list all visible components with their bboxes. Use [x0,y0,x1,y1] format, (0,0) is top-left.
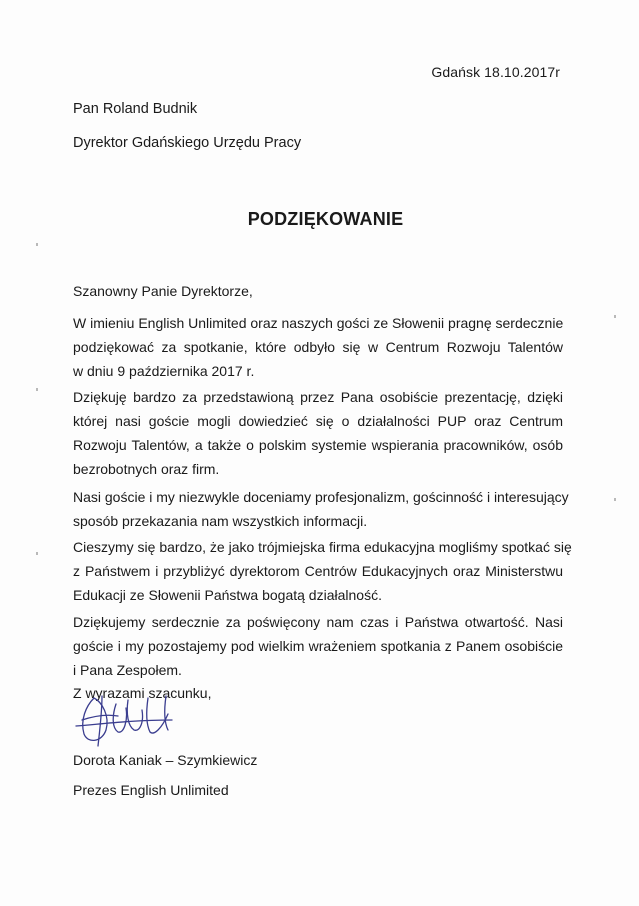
paragraph-1 [73,311,563,383]
paragraph-line: Nasi goście i my niezwykle doceniamy profesjonalizm, gościnność i interesujący [73,489,569,505]
paragraph-line: sposób przekazania nam wszystkich informacji. [73,513,368,529]
paragraph-line: i Pana Zespołem. [73,662,182,678]
paragraph-5 [73,610,563,682]
signer-name: Dorota Kaniak – Szymkiewicz [73,752,258,768]
paragraph-4 [73,535,572,607]
scan-speck [36,388,38,391]
paragraph-3 [73,485,569,533]
paragraph-line: goście i my pozostajemy pod wielkim wrażeniem spotkania z Panem osobiście [73,638,563,654]
paragraph-line: W imieniu English Unlimited oraz naszych gości ze Słowenii pragnę serdecznie [73,315,564,331]
scan-speck [614,315,616,318]
paragraph-line: Rozwoju Talentów, a także o polskim systemie wspierania pracowników, osób [73,437,563,453]
scan-speck [614,498,616,501]
closing-phrase: Z wyrazami szacunku, [73,685,212,701]
paragraph-line: Edukacji ze Słowenii Państwa bogatą działalność. [73,587,382,603]
recipient-role: Dyrektor Gdańskiego Urzędu Pracy [73,135,302,151]
recipient-name: Pan Roland Budnik [73,101,198,117]
scan-speck [36,243,38,246]
paragraph-line: Cieszymy się bardzo, że jako trójmiejska firma edukacyjna mogliśmy spotkać się [73,539,572,555]
paragraph-line: podziękować za spotkanie, które odbyło się w Centrum Rozwoju Talentów [73,339,563,355]
paragraph-2 [73,385,563,481]
letter-date: Gdańsk 18.10.2017r [431,64,560,80]
paragraph-line: w dniu 9 października 2017 r. [73,363,255,379]
paragraph-line: z Państwem i przybliżyć dyrektorom Centrów Edukacyjnych oraz Ministerstwu [73,563,563,579]
paragraph-line: Dziękujemy serdecznie za poświęcony nam czas i Państwa otwartość. Nasi [73,614,563,630]
paragraph-line: bezrobotnych oraz firm. [73,461,220,477]
paragraph-line: której nasi goście mogli dowiedzieć się o działalności PUP oraz Centrum [73,413,563,429]
letter-title: PODZIĘKOWANIE [247,209,404,229]
scan-speck [36,552,38,555]
signer-position: Prezes English Unlimited [73,782,229,798]
paragraph-line: Dziękuję bardzo za przedstawioną przez Pana osobiście prezentację, dzięki [73,389,563,405]
handwritten-signature [72,690,192,752]
salutation: Szanowny Panie Dyrektorze, [73,283,253,299]
